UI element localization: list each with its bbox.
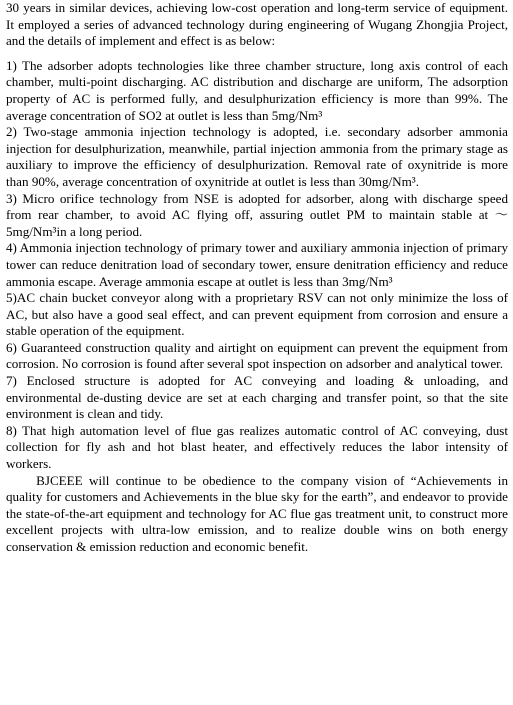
list-item-1: 1) The adsorber adopts technologies like three chamber structure, long axis control of each chamber, multi-point discharging. AC distribution and discharge are uniform, The adsorption property of AC is performed fully, and desulphurization efficiency is more than 99%. The average concentration of SO2 at outlet is less than 5mg/Nm³ bbox=[6, 57, 508, 123]
list-item-5: 5)AC chain bucket conveyor along with a proprietary RSV can not only minimize the loss of AC, but also have a good seal effect, and can prevent equipment from corrosion and ensure a stable operation of the equipment. bbox=[6, 290, 508, 339]
intro-paragraph: 30 years in similar devices, achieving low-cost operation and long-term service of equipment. It employed a series of advanced technology during engineering of Wugang Zhongjia Project, and the details of implement and effect is as below: bbox=[6, 0, 508, 49]
list-item-2: 2) Two-stage ammonia injection technology is adopted, i.e. secondary adsorber ammonia injection for desulphurization, meanwhile, partial injection ammonia from the primary stage as auxiliary to improve the efficiency of desulphurization. Removal rate of oxynitride is more than 90%, average concentration of oxynitride at outlet is less than 30mg/Nm³. bbox=[6, 124, 508, 189]
list-item-7: 7) Enclosed structure is adopted for AC conveying and loading & unloading, and environmental de-dusting device are set at each charging and transfer point, so that the site environment is clean and tidy. bbox=[6, 373, 508, 422]
list-item-4: 4) Ammonia injection technology of primary tower and auxiliary ammonia injection of primary tower can reduce denitration load of secondary tower, ensure denitration efficiency and reduce ammonia escape. Average ammonia escape at outlet is less than 3mg/Nm³ bbox=[6, 240, 508, 289]
closing-paragraph: BJCEEE will continue to be obedience to the company vision of “Achievements in quality for customers and Achievements in the blue sky for the earth”, and endeavor to provide the state-of-the-art equipment and technology for AC flue gas treatment unit, to construct more excellent projects with ultra-low emission, and to realize double wins on both energy conservation & emission reduction and economic benefit. bbox=[6, 472, 508, 554]
list-item-3: 3) Micro orifice technology from NSE is adopted for adsorber, along with discharge speed from rear chamber, to avoid AC flying off, assuring outlet PM to maintain stable at ～5mg/Nm³in a long period. bbox=[6, 190, 508, 239]
list-item-6: 6) Guaranteed construction quality and airtight on equipment can prevent the equipment from corrosion. No corrosion is found after several spot inspection on adsorber and analytical tower. bbox=[6, 339, 508, 372]
list-item-8: 8) That high automation level of flue gas realizes automatic control of AC conveying, dust collection for fly ash and hot blast heater, and effectively reduces the labor intensity of workers. bbox=[6, 422, 508, 472]
